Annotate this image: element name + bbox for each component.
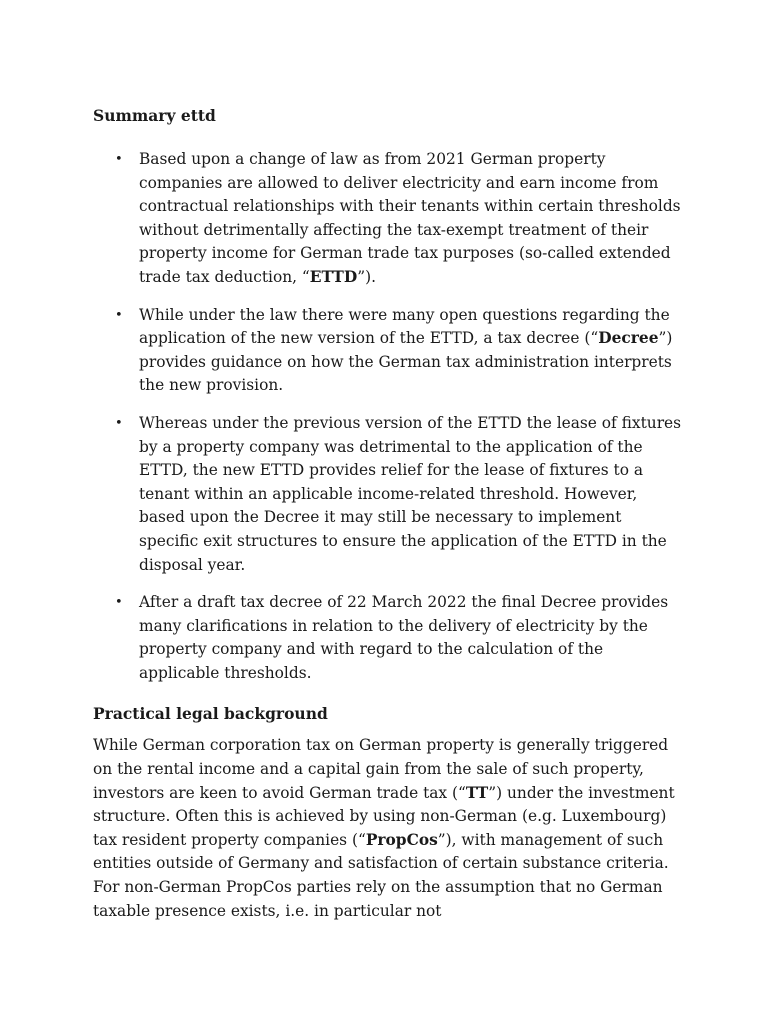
section-heading-summary: Summary ettd — [93, 106, 216, 125]
defined-term: ETTD — [309, 267, 358, 286]
bullet-text: After a draft tax decree of 22 March 2022 the final Decree provides many clarifications in relation to the delivery of electricity by the property company and with regard to the calculation of the applicable thresholds. — [139, 593, 669, 682]
defined-term: TT — [465, 783, 489, 802]
list-item — [93, 148, 683, 290]
bullet-icon: • — [115, 152, 123, 167]
bullet-icon: • — [115, 595, 123, 611]
list-item — [93, 304, 683, 398]
section-heading-background: Practical legal background — [93, 704, 328, 724]
list-item — [93, 412, 683, 577]
bullet-text: Whereas under the previous version of the ETTD the lease of fixtures by a property company was detrimental to the application of the ETTD, the new ETTD provides relief for the lease of fixtures to a tenant within an applicable income-related threshold. However, based upon the Decree it may still be necessary to implement specific exit structures to ensure the application of the ETTD in the disposal year. — [139, 413, 682, 574]
defined-term: PropCos — [365, 830, 438, 849]
bullet-text: While under the law there were many open questions regarding the application of the new version of the ETTD, a tax decree (“Decree”) provides guidance on how the German tax administration interprets the new provision. — [139, 305, 673, 395]
bullet-text: Based upon a change of law as from 2021 German property companies are allowed to deliver electricity and earn income from contractual relationships with their tenants within certain thresholds without detrimentally affecting the tax-exempt treatment of their property income for German trade tax purposes (so-called extended trade tax deduction, “ETTD”). — [139, 150, 681, 286]
body-paragraph: While German corporation tax on German property is generally triggered on the rental income and a capital gain from the sale of such property, investors are keen to avoid German trade tax (“TT”) under the investment structure. Often this is achieved by using non-German (e.g. Luxembourg) tax resident property companies (“PropCos”), with management of such entities outside of Germany and satisfaction of certain substance criteria. For non-German PropCos parties rely on the assumption that no German taxable presence exists, i.e. in particular not — [93, 736, 675, 920]
summary-bullet-list — [93, 148, 683, 685]
list-item — [93, 591, 683, 685]
document-page — [93, 104, 683, 923]
defined-term: Decree — [598, 329, 659, 348]
bullet-icon: • — [115, 307, 123, 323]
bullet-icon: • — [115, 415, 123, 431]
